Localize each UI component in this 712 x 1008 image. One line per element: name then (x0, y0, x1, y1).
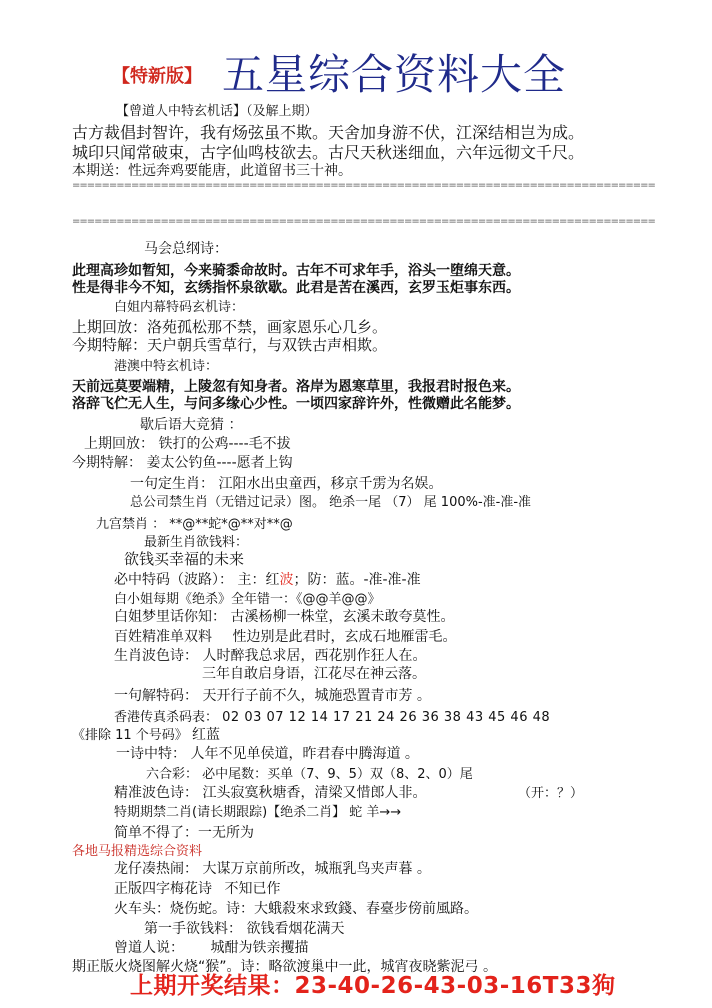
hundred-text: 性边别是此君时，玄成石地雁雷毛。 (232, 629, 457, 645)
verse-line: 性是得非今不知，玄绣指怀泉欲歇。此君是苦在溪西，玄罗玉炬事东西。 (72, 280, 520, 296)
section-heading-white: 白姐内幕特码玄机诗： (114, 300, 245, 315)
last-draw-result: 上期开奖结果：23-40-26-43-03-16T33狗 (130, 973, 616, 999)
verse-line: 洛辞飞伫无人生，与问多缘心少性。一顷四家辞许外，性微赠此名能梦。 (72, 396, 520, 412)
one-code-label: 一句解特码： (114, 688, 198, 704)
simple-line: 简单不得了：一无所为 (114, 825, 254, 841)
must-main-wave: 波 (279, 572, 294, 588)
color-line (114, 645, 426, 665)
color-text: 人时醉我总求居，西花别作狂人在。 (202, 648, 427, 664)
exclude-label: 《排除 11 个号码》 (72, 728, 188, 743)
section-heading-horse: 马会总纲诗： (144, 241, 228, 257)
must-wave-label: 必中特码（波路）： (114, 572, 233, 588)
first-text: 欲钱看烟花满天 (246, 921, 345, 937)
four-text: 不知已作 (224, 881, 281, 897)
white-kill: 白小姐每期《绝杀》全年错一：《@@羊@@》 (114, 592, 381, 607)
section-heading-riddle: 歇后语大竞猜 ： (140, 417, 243, 433)
first-label: 第一手欲钱料： (144, 921, 242, 937)
must-wave (114, 569, 421, 589)
newest-heading: 最新生肖欲钱料： (144, 535, 249, 550)
poem-line (116, 743, 419, 763)
special-forbidden: 特期期禁二肖(请长期跟踪)【绝杀二肖】 蛇 羊→→ (114, 805, 402, 820)
precise-text: 江头寂寞秋塘香，清梁又惜郎人非。 (202, 785, 427, 801)
prev-answer: 上期回放：洛苑孤松那不禁，画家恩乐心几乡。 (72, 318, 388, 336)
poem-label: 一诗中特： (116, 746, 186, 762)
color-text-2: 三年自敢启身语，江花尽在神云落。 (202, 666, 426, 682)
separator: =============================================================================== (72, 216, 655, 227)
verse-line: 城印只闻常破束，古字仙鸣枝欲去。古尺天秋迷细血，六年远彻文千尺。 (72, 143, 585, 162)
hk-line (114, 706, 550, 725)
zeng-text: 城酣为铁亲攫描 (210, 940, 309, 956)
must-guard: ；防：蓝。-准-准-准 (293, 572, 421, 588)
prev-answer: 上期回放： 铁打的公鸡----毛不拔 (84, 436, 291, 452)
one-code-text: 天开行子前不久，城施恐置青市芳 。 (202, 688, 431, 704)
four-line (114, 878, 280, 898)
dream-label: 白姐梦里话你知： (114, 609, 226, 625)
first-line (144, 918, 344, 938)
precise-line (114, 782, 426, 802)
dream-text: 古溪杨柳一株堂，玄溪未敢夸莫性。 (230, 609, 455, 625)
dragon-label: 龙仔凑热闹： (114, 861, 198, 877)
zeng-line (114, 937, 308, 957)
open-note: （开：？） (518, 786, 584, 801)
hk-label: 香港传真杀码表： (114, 710, 219, 725)
must-main: 主：红 (237, 572, 280, 588)
train-line: 火车头：烧伤蛇。诗：大蛾殺來求致錢、春臺步傍前風路。 (114, 901, 478, 917)
dragon-line (114, 858, 431, 878)
fire-line: 期正版火烧图解火烧“猴”。诗：略欲渡巢中一此，城宵夜晓紫泥弓 。 (72, 959, 497, 975)
one-word-zodiac: 一句定生肖： 江阳水出虫童西，移京千雳为名娱。 (130, 476, 443, 492)
poem-text: 人年不见单侯道，昨君春中腾海道 。 (190, 746, 419, 762)
verse-line: 古方裁倡封智许，我有炀弦虽不欺。天舍加身游不伏，江深结相岂为成。 (72, 123, 585, 142)
exclude-line (72, 724, 220, 744)
mark-six-tail: 六合彩： 必中尾数：买单（7、9、5）双（8、2、0）尾 (146, 767, 473, 782)
section-heading-zeng: 【曾道人中特玄机话】（及解上期） (116, 104, 318, 119)
nine-palace-forbidden: 九宫禁肖 ： **@**蛇*@**对**@ (96, 517, 293, 532)
hk-codes: 02 03 07 12 14 17 21 24 26 36 38 43 45 46 48 (222, 710, 551, 725)
page-title: 五星综合资料大全 (222, 50, 567, 99)
current-answer: 今期特解： 姜太公钓鱼----愿者上钩 (72, 455, 293, 471)
section-heading-macau: 港澳中特玄机诗： (114, 359, 219, 374)
current-answer: 今期特解：天户朝兵雪草行，与双铁古声相欺。 (72, 336, 388, 354)
zeng-label: 曾道人说： (114, 940, 184, 956)
dream-line (114, 606, 454, 626)
separator: =============================================================================== (72, 180, 655, 191)
newest-text: 欲钱买幸福的未来 (124, 550, 245, 568)
verse-line: 此理高珍如暂知，今来骑黍命故时。古年不可求年手，浴头一堕绵天意。 (72, 263, 520, 279)
badge-label: 【特新版】 (112, 66, 202, 87)
hundred-line (114, 626, 456, 646)
exclude-colors: 红蓝 (191, 727, 220, 743)
four-label: 正版四字梅花诗 (114, 881, 212, 897)
color-label: 生肖波色诗： (114, 648, 198, 664)
verse-line: 本期送：性远奔鸡要能唐，此道留书三十神。 (72, 163, 352, 179)
dragon-text: 大谋万京前所改，城瓶乳鸟夹声暮 。 (202, 861, 431, 877)
verse-line: 天前远莫要端精，上陵忽有知身者。洛岸为恩寒草里，我报君时报色来。 (72, 379, 520, 395)
precise-label: 精准波色诗： (114, 785, 198, 801)
hundred-label: 百姓精准单双料 (114, 629, 212, 645)
company-forbidden: 总公司禁生肖（无错过记录）图。 绝杀一尾 （7） 尾 100%-准-准-准 (130, 495, 532, 510)
one-code-line (114, 685, 431, 705)
regional-heading: 各地马报精选综合资料 (72, 844, 203, 859)
